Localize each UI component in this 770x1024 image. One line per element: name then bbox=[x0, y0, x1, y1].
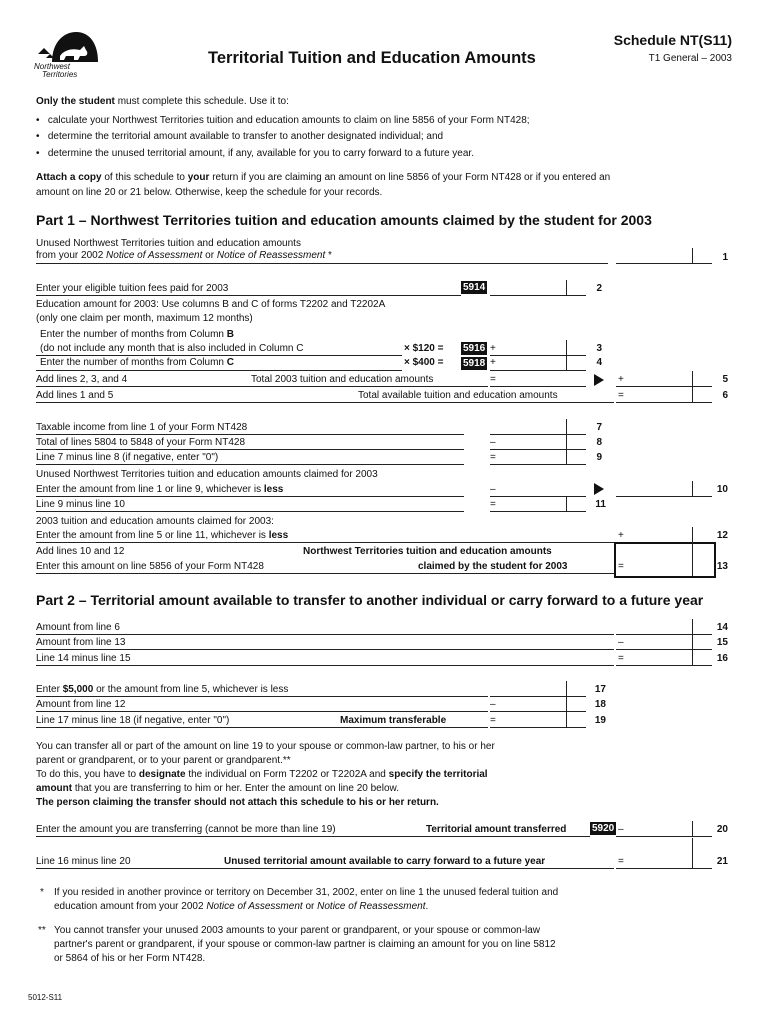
line20-amount-field[interactable] bbox=[616, 821, 712, 837]
line-number: 2 bbox=[596, 283, 602, 294]
equals-operator: = bbox=[490, 374, 496, 385]
line12-label-a: 2003 tuition and education amounts claimed for 2003: bbox=[36, 516, 274, 527]
bullet-item: • determine the territorial amount available to transfer to another designated individual; and bbox=[36, 131, 444, 142]
line-number: 7 bbox=[596, 422, 602, 433]
line-number: 6 bbox=[722, 390, 728, 401]
line-number: 9 bbox=[596, 452, 602, 463]
minus-operator: – bbox=[490, 484, 496, 495]
line-number: 12 bbox=[716, 530, 728, 541]
bullet-item: • calculate your Northwest Territories tuition and education amounts to claim on line 5856 of your Form NT428; bbox=[36, 115, 530, 126]
part2-title: Part 2 – Territorial amount available to transfer to another individual or carry forward to a future year bbox=[36, 592, 704, 608]
line10-subtotal-field[interactable] bbox=[490, 481, 586, 497]
line9-label: Line 7 minus line 8 (if negative, enter "0") bbox=[36, 452, 219, 463]
line-number: 11 bbox=[595, 499, 606, 510]
line13-label-b: Enter this amount on line 5856 of your Form NT428 bbox=[36, 561, 264, 572]
line18-amount-field[interactable] bbox=[490, 697, 586, 712]
line1-label-b: from your 2002 Notice of Assessment or Notice of Reassessment * bbox=[36, 250, 332, 261]
attach-instruction: Attach a copy of this schedule to your return if you are claiming an amount on line 5856 of your Form NT428 or if you entered an bbox=[36, 172, 611, 183]
education-amount-label: Education amount for 2003: Use columns B and C of forms T2202 and T2202A bbox=[36, 299, 386, 310]
nwt-logo bbox=[34, 26, 104, 82]
arrow-right-icon bbox=[594, 374, 604, 386]
line13-bold-label-1: Northwest Territories tuition and education amounts bbox=[303, 546, 552, 557]
bullet-item: • determine the unused territorial amount, if any, available for you to carry forward to a future year. bbox=[36, 148, 474, 159]
plus-operator: + bbox=[618, 374, 624, 385]
line4-label: Enter the number of months from Column C bbox=[40, 357, 234, 368]
line19-bold-label: Maximum transferable bbox=[340, 715, 447, 726]
line8-label: Total of lines 5804 to 5848 of your Form NT428 bbox=[36, 437, 246, 448]
minus-operator: – bbox=[618, 637, 624, 648]
line14-amount-field[interactable] bbox=[616, 619, 712, 635]
line21-amount-field[interactable] bbox=[616, 838, 712, 869]
transfer-info-line3: To do this, you have to designate the individual on Form T2202 or T2202A and specify the territorial bbox=[36, 769, 488, 780]
line12-amount-field[interactable] bbox=[616, 527, 712, 543]
equals-operator: = bbox=[618, 561, 624, 572]
minus-operator: – bbox=[490, 699, 496, 710]
footnote-2-marker: ** bbox=[38, 925, 46, 936]
line-number: 18 bbox=[594, 699, 606, 710]
footnote-2-line3: or 5864 of his or her Form NT428. bbox=[54, 953, 206, 964]
minus-operator: – bbox=[490, 437, 496, 448]
form-title: Territorial Tuition and Education Amounts bbox=[208, 49, 536, 67]
line12-label-b: Enter the amount from line 5 or line 11, whichever is less bbox=[36, 530, 289, 541]
line3-label-a: Enter the number of months from Column B bbox=[40, 329, 234, 340]
line6-label: Add lines 1 and 5 bbox=[36, 390, 114, 401]
line11-amount-field[interactable] bbox=[490, 497, 586, 512]
line6-amount-field[interactable] bbox=[616, 387, 712, 403]
line-number: 14 bbox=[716, 622, 728, 633]
attach-instruction-line2: amount on line 20 or 21 below. Otherwise, keep the schedule for your records. bbox=[36, 187, 383, 198]
plus-operator: + bbox=[490, 343, 496, 354]
line4-months-field[interactable] bbox=[362, 356, 402, 371]
equals-operator: = bbox=[618, 856, 624, 867]
line5-total-label: Total 2003 tuition and education amounts bbox=[251, 374, 434, 385]
transfer-info-line4: amount that you are transferring to him or her. Enter the amount on line 20 below. bbox=[36, 783, 399, 794]
line17-amount-field[interactable] bbox=[490, 681, 586, 697]
line7-label: Taxable income from line 1 of your Form NT428 bbox=[36, 422, 248, 433]
line14-label: Amount from line 6 bbox=[36, 622, 120, 633]
equals-operator: = bbox=[490, 452, 496, 463]
line9-amount-field[interactable] bbox=[490, 450, 586, 465]
line-number: 16 bbox=[716, 653, 728, 664]
line15-amount-field[interactable] bbox=[616, 635, 712, 650]
line-number: 20 bbox=[716, 824, 728, 835]
line21-bold-label: Unused territorial amount available to carry forward to a future year bbox=[224, 856, 546, 867]
intro-lead: Only the student must complete this schedule. Use it to: bbox=[36, 96, 289, 107]
logo-text-line2: Territories bbox=[42, 70, 78, 79]
line4-multiplier: × $400 = bbox=[404, 357, 444, 368]
footnote-1-line1: If you resided in another province or territory on December 31, 2002, enter on line 1 the unused federal tuition and bbox=[54, 887, 559, 898]
line-number: 15 bbox=[716, 637, 728, 648]
line-number: 4 bbox=[596, 357, 602, 368]
line10-label-a: Unused Northwest Territories tuition and education amounts claimed for 2003 bbox=[36, 469, 378, 480]
line2-label: Enter your eligible tuition fees paid for 2003 bbox=[36, 283, 229, 294]
footnote-1-marker: * bbox=[40, 887, 44, 898]
equals-operator: = bbox=[490, 715, 496, 726]
code-5916: 5916 bbox=[463, 343, 486, 354]
line6-total-label: Total available tuition and education amounts bbox=[358, 390, 558, 401]
part1-title: Part 1 – Northwest Territories tuition and education amounts claimed by the student for 2003 bbox=[36, 212, 652, 228]
line13-total-field[interactable] bbox=[614, 542, 716, 578]
transfer-info-line1: You can transfer all or part of the amount on line 19 to your spouse or common-law partner, to his or her bbox=[36, 741, 495, 752]
code-5918: 5918 bbox=[463, 358, 486, 369]
equals-operator: = bbox=[618, 653, 624, 664]
line5-amount-field[interactable] bbox=[616, 371, 712, 387]
equals-operator: = bbox=[490, 499, 496, 510]
line3-months-field[interactable] bbox=[362, 340, 402, 356]
line8-amount-field[interactable] bbox=[490, 435, 586, 450]
line-number: 1 bbox=[722, 252, 728, 263]
plus-operator: + bbox=[618, 530, 624, 541]
line-number: 5 bbox=[722, 374, 728, 385]
line10-label-b: Enter the amount from line 1 or line 9, whichever is less bbox=[36, 484, 284, 495]
equals-operator: = bbox=[618, 390, 624, 401]
arrow-right-icon bbox=[594, 483, 604, 495]
line20-label: Enter the amount you are transferring (cannot be more than line 19) bbox=[36, 824, 336, 835]
line15-label: Amount from line 13 bbox=[36, 637, 126, 648]
line19-amount-field[interactable] bbox=[490, 712, 586, 728]
t1-general-year: T1 General – 2003 bbox=[648, 53, 732, 64]
line4-amount-field[interactable] bbox=[490, 356, 586, 371]
line5-subtotal-field[interactable] bbox=[490, 371, 586, 387]
line18-label: Amount from line 12 bbox=[36, 699, 126, 710]
line3-multiplier: × $120 = bbox=[404, 343, 444, 354]
line13-label-a: Add lines 10 and 12 bbox=[36, 546, 125, 557]
line3-label-b: (do not include any month that is also included in Column C bbox=[40, 343, 304, 354]
line3-amount-field[interactable] bbox=[490, 340, 586, 356]
line7-amount-field[interactable] bbox=[490, 419, 586, 435]
schedule-id: Schedule NT(S11) bbox=[613, 32, 732, 48]
code-5920: 5920 bbox=[592, 823, 615, 834]
line-number: 8 bbox=[596, 437, 602, 448]
transfer-warning: The person claiming the transfer should not attach this schedule to his or her return. bbox=[36, 797, 439, 808]
line1-label-a: Unused Northwest Territories tuition and education amounts bbox=[36, 238, 301, 249]
code-5914: 5914 bbox=[463, 282, 486, 293]
logo-text-line1: Northwest bbox=[34, 62, 71, 71]
plus-operator: + bbox=[490, 357, 496, 368]
form-number: 5012-S11 bbox=[28, 993, 63, 1002]
line-number: 3 bbox=[596, 343, 602, 354]
line16-amount-field[interactable] bbox=[616, 650, 712, 666]
minus-operator: – bbox=[618, 824, 624, 835]
line16-label: Line 14 minus line 15 bbox=[36, 653, 131, 664]
line-number: 19 bbox=[594, 715, 606, 726]
footnote-2-line2: partner's parent or grandparent, if your spouse or common-law partner is claiming an amount for you on line 5812 bbox=[54, 939, 556, 950]
line13-bold-label-2: claimed by the student for 2003 bbox=[418, 561, 568, 572]
line-number: 13 bbox=[716, 561, 728, 572]
line11-label: Line 9 minus line 10 bbox=[36, 499, 125, 510]
line10-amount-field[interactable] bbox=[616, 481, 712, 497]
line17-label: Enter $5,000 or the amount from line 5, whichever is less bbox=[36, 684, 289, 695]
line-number: 10 bbox=[716, 484, 728, 495]
line2-amount-field[interactable] bbox=[490, 280, 586, 296]
line20-bold-label: Territorial amount transferred bbox=[426, 824, 567, 835]
line5-label: Add lines 2, 3, and 4 bbox=[36, 374, 128, 385]
footnote-1-line2: education amount from your 2002 Notice of Assessment or Notice of Reassessment. bbox=[54, 901, 429, 912]
line1-amount-field[interactable] bbox=[616, 248, 712, 264]
footnote-2-line1: You cannot transfer your unused 2003 amounts to your parent or grandparent, or your spouse or common-law bbox=[54, 925, 541, 936]
line-number: 21 bbox=[716, 856, 728, 867]
line19-label: Line 17 minus line 18 (if negative, enter "0") bbox=[36, 715, 230, 726]
line21-label: Line 16 minus line 20 bbox=[36, 856, 131, 867]
line-number: 17 bbox=[594, 684, 606, 695]
education-amount-sublabel: (only one claim per month, maximum 12 months) bbox=[36, 313, 253, 324]
transfer-info-line2: parent or grandparent, or to your parent or grandparent.** bbox=[36, 755, 291, 766]
